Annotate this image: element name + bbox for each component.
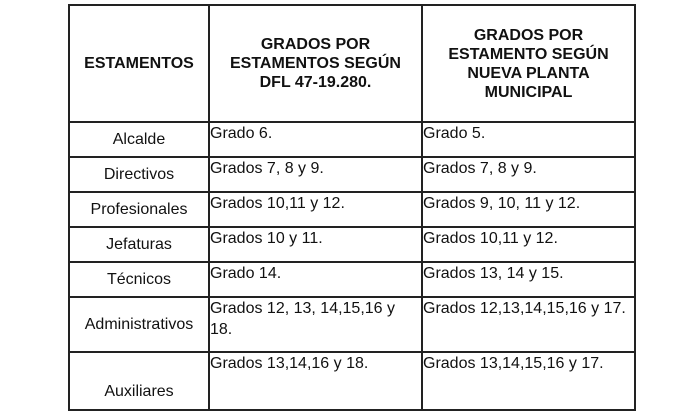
table-row xyxy=(69,352,635,410)
estamento-cell: Auxiliares xyxy=(69,352,209,410)
table-row xyxy=(69,227,635,262)
dfl-grade-cell: Grados 12, 13, 14,15,16 y 18. xyxy=(209,297,422,352)
nueva-grade-cell: Grados 7, 8 y 9. xyxy=(422,157,635,192)
nueva-grade-cell: Grados 10,11 y 12. xyxy=(422,227,635,262)
table-row xyxy=(69,192,635,227)
dfl-grade-cell: Grados 7, 8 y 9. xyxy=(209,157,422,192)
estamento-cell: Directivos xyxy=(69,157,209,192)
nueva-grade-cell: Grados 13,14,15,16 y 17. xyxy=(422,352,635,410)
header-grados-nueva-planta: GRADOS POR ESTAMENTO SEGÚN NUEVA PLANTA MUNICIPAL xyxy=(422,5,635,122)
table-row xyxy=(69,157,635,192)
grades-table xyxy=(68,4,636,411)
header-grados-dfl: GRADOS POR ESTAMENTOS SEGÚN DFL 47-19.280. xyxy=(209,5,422,122)
table-row xyxy=(69,122,635,157)
table-row xyxy=(69,262,635,297)
estamento-cell: Administrativos xyxy=(69,297,209,352)
nueva-grade-cell: Grados 9, 10, 11 y 12. xyxy=(422,192,635,227)
estamento-cell: Profesionales xyxy=(69,192,209,227)
estamento-cell: Técnicos xyxy=(69,262,209,297)
header-row xyxy=(69,5,635,122)
header-estamentos: ESTAMENTOS xyxy=(69,5,209,122)
nueva-grade-cell: Grados 12,13,14,15,16 y 17. xyxy=(422,297,635,352)
nueva-grade-cell: Grado 5. xyxy=(422,122,635,157)
table-row xyxy=(69,297,635,352)
estamento-cell: Alcalde xyxy=(69,122,209,157)
dfl-grade-cell: Grado 6. xyxy=(209,122,422,157)
nueva-grade-cell: Grados 13, 14 y 15. xyxy=(422,262,635,297)
dfl-grade-cell: Grados 10 y 11. xyxy=(209,227,422,262)
dfl-grade-cell: Grado 14. xyxy=(209,262,422,297)
dfl-grade-cell: Grados 13,14,16 y 18. xyxy=(209,352,422,410)
estamento-cell: Jefaturas xyxy=(69,227,209,262)
dfl-grade-cell: Grados 10,11 y 12. xyxy=(209,192,422,227)
